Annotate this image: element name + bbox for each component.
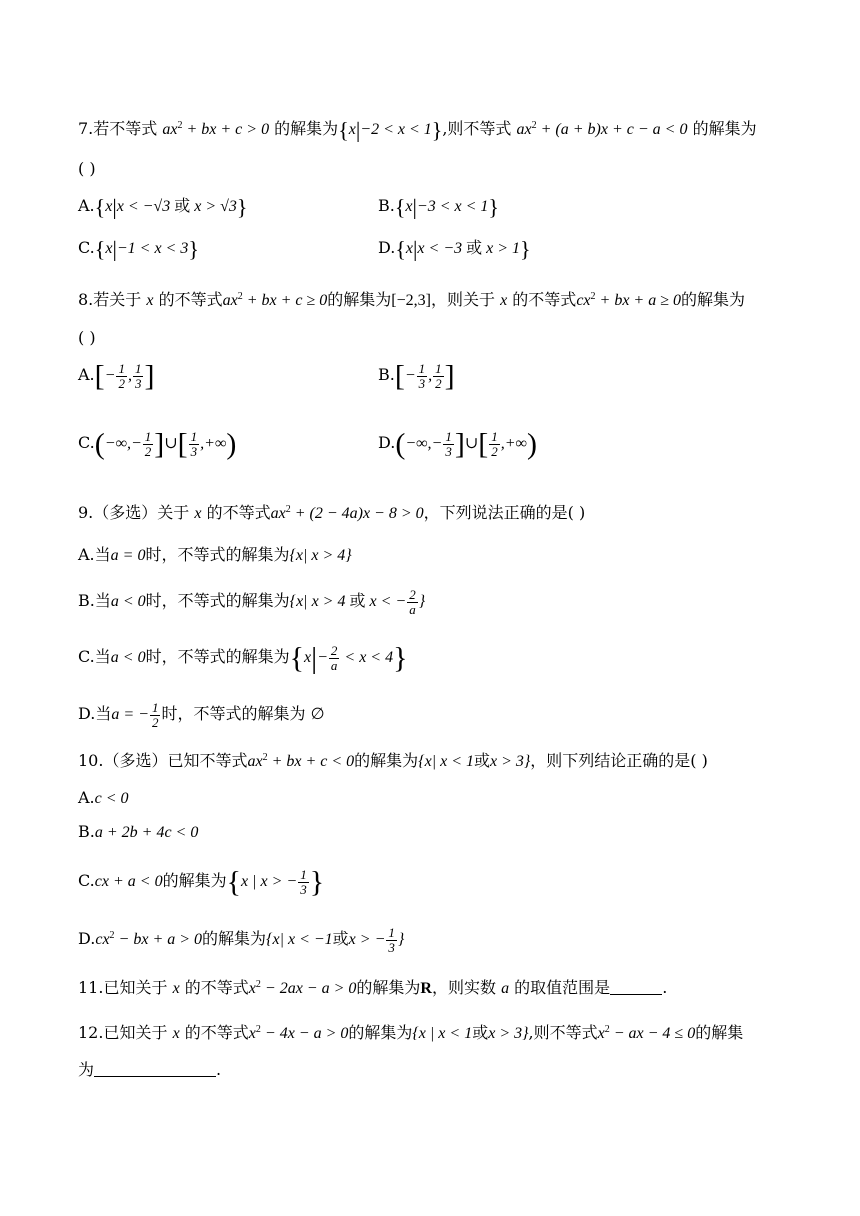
answer-blank-12[interactable]: [94, 1060, 216, 1077]
answer-blank-11[interactable]: [610, 978, 662, 995]
question-12-stem: 12.已知关于 x 的不等式$x^2 - 4x - a > 0$的解集为{x | x < 1或x > 3},则不等式$x^2$ − ax − 4 ≤ 0的解集: [78, 1023, 744, 1042]
question-10-option-b: B.a + 2b + 4c < 0: [78, 822, 199, 841]
question-10-option-a: A.c < 0: [78, 788, 129, 807]
question-7-option-b: B.{x|−3 < x < 1}: [378, 194, 499, 220]
question-9-option-a: A.当a = 0时，不等式的解集为{x| x > 4}: [78, 545, 352, 564]
question-7-option-d: D.{x|x < −3 或 x > 1}: [378, 236, 531, 262]
question-10-option-d: $D.cx^2$ − bx + a > 0的解集为{x| x < −1或x > − $\frac{1}{3}$ }: [78, 925, 405, 955]
question-7-stem: 7.若不等式 $ax^2$ + bx + c > 0 的解集为{x|−2 < x < 1},则不等式 $ax^2 + (a + b)x + c - a < 0$ 的解集为: [78, 117, 757, 143]
question-7-option-a: A.{x|x < −√3 或 x > √3}: [78, 194, 248, 220]
question-9-stem: 9.（多选）关于 x 的不等式$ax^2 + (2 - 4a)x - 8 > 0$，下列说法正确的是( ): [78, 503, 586, 522]
question-12-answer-line: 为 .: [78, 1060, 222, 1079]
question-9-option-d: D.当a = − $\frac{1}{2}$ 时，不等式的解集为 ∅: [78, 700, 325, 730]
question-10-option-c: C.cx + a < 0的解集为{x | x > − $\frac{1}{3}$ }: [78, 865, 325, 899]
question-10-stem: 10.（多选）已知不等式$ax^2$ + bx + c < 0的解集为{x| x < 1或x > 3}，则下列结论正确的是( ): [78, 751, 708, 770]
question-7-option-c: C.{x|−1 < x < 3}: [78, 236, 199, 262]
question-7-answer-paren: ( ): [78, 159, 96, 178]
question-8-option-c: C.(−∞,− $\frac{1}{2}$ ]∪[ $\frac{1}{3}$ ,+∞): [78, 427, 237, 461]
question-9-option-c: C.当a < 0时，不等式的解集为{x|− $\frac{2}{a}$ < x < 4}: [78, 641, 408, 675]
question-8-option-b: B.[− $\frac{1}{3}$ , $\frac{1}{2}$ ]: [378, 359, 455, 393]
question-8-answer-paren: ( ): [78, 328, 96, 347]
question-8-stem: 8.若关于 x 的不等式$ax^2$ + bx + c ≥ 0的解集为[−2,3]，则关于 x 的不等式$cx^2$ + bx + a ≥ 0的解集为: [78, 290, 746, 309]
question-8-option-d: D.(−∞,− $\frac{1}{3}$ ]∪[ $\frac{1}{2}$ ,+∞): [378, 427, 537, 461]
question-11-stem: 11.已知关于 x 的不等式$x^2 - 2ax - a > 0$的解集为R，则实数 a 的取值范围是 .: [78, 978, 668, 997]
question-8-option-a: A.[− $\frac{1}{2}$ , $\frac{1}{3}$ ]: [78, 359, 155, 393]
question-9-option-b: B.当a < 0时，不等式的解集为{x| x > 4 或 x < − $\frac{2}{a}$ }: [78, 587, 426, 617]
